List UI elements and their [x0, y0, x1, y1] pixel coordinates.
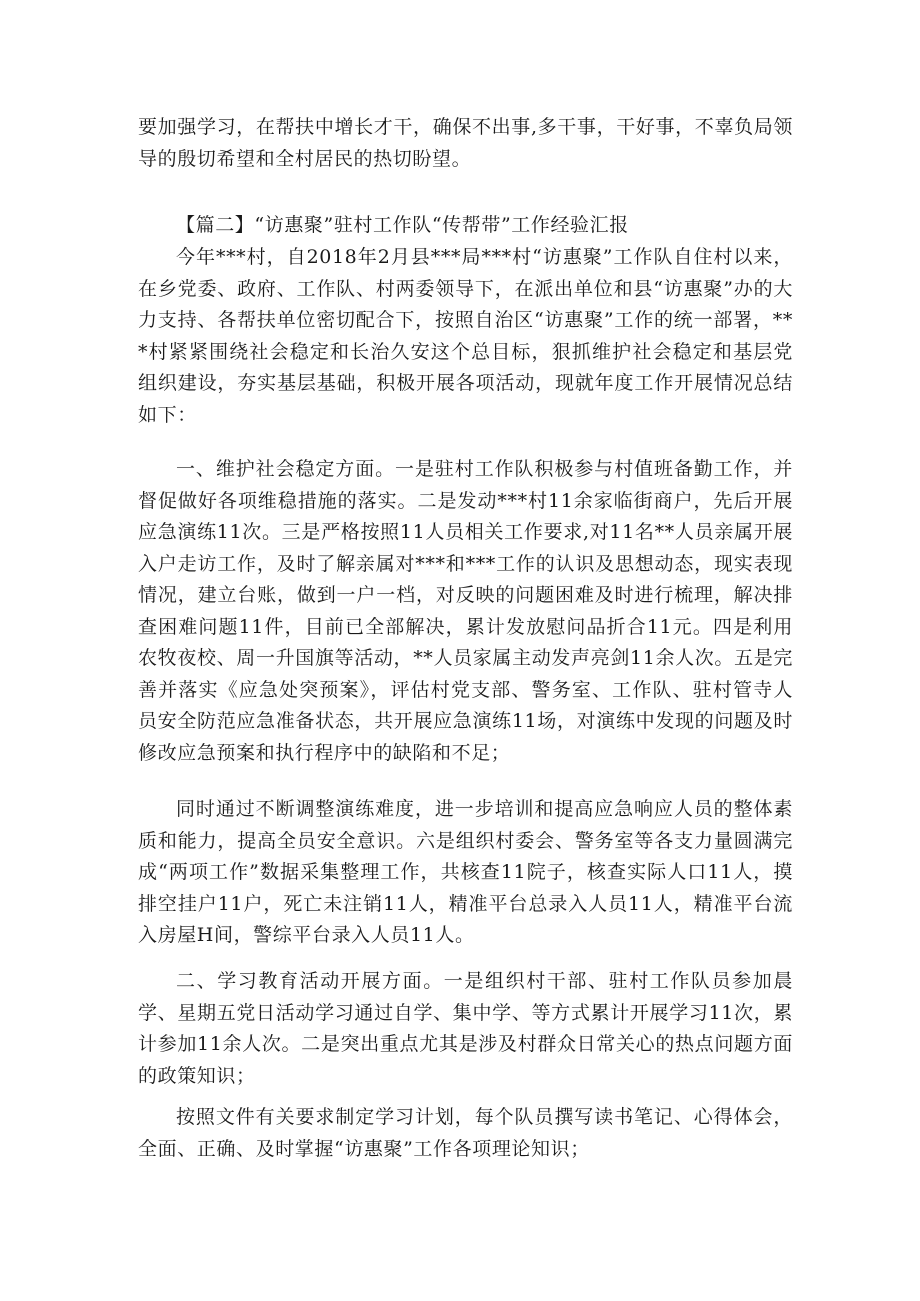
paragraph-plan: 按照文件有关要求制定学习计划，每个队员撰写读书笔记、心得体会，全面、正确、及时掌握“访惠聚”工作各项理论知识；: [138, 1106, 793, 1160]
paragraph-intro: 今年***村，自2018年2月县***局***村“访惠聚”工作队自住村以来，在乡党委、政府、工作队、村两委领导下，在派出单位和县“访惠聚”办的大力支持、各帮扶单位密切配合下，按照自治区“访惠聚”工作的统一部署，***村紧紧围绕社会稳定和长治久安这个总目标，狠抓维护社会稳定和基层党组织建设，夯实基层基础，积极开展各项活动，现就年度工作开展情况总结如下：: [138, 246, 793, 426]
paragraph-study: 二、学习教育活动开展方面。一是组织村干部、驻村工作队员参加晨学、星期五党日活动学习通过自学、集中学、等方式累计开展学习11次，累计参加11余人次。二是突出重点尤其是涉及村群众日常关心的热点问题方面的政策知识；: [138, 970, 793, 1087]
paragraph-continuation: 要加强学习，在帮扶中增长才干，确保不出事,多干事，干好事，不辜负局领导的殷切希望和全村居民的热切盼望。: [138, 116, 793, 170]
section-heading: 【篇二】“访惠聚”驻村工作队“传帮带”工作经验汇报: [176, 214, 629, 236]
paragraph-drills: 同时通过不断调整演练难度，进一步培训和提高应急响应人员的整体素质和能力，提高全员安全意识。六是组织村委会、警务室等各支力量圆满完成“两项工作”数据采集整理工作，共核查11院子，核查实际人口11人，摸排空挂户11户，死亡未注销11人，精准平台总录入人员11人，精准平台流入房屋H间，警综平台录入人员11人。: [138, 798, 793, 946]
paragraph-stability: 一、维护社会稳定方面。一是驻村工作队积极参与村值班备勤工作，并督促做好各项维稳措施的落实。二是发动***村11余家临街商户，先后开展应急演练11次。三是严格按照11人员相关工作要求,对11名**人员亲属开展入户走访工作，及时了解亲属对***和***工作的认识及思想动态，现实表现情况，建立台账，做到一户一档，对反映的问题困难及时进行梳理，解决排查困难问题11件，目前已全部解决，累计发放慰问品折合11元。四是利用农牧夜校、周一升国旗等活动，**人员家属主动发声亮剑11余人次。五是完善并落实《应急处突预案》，评估村党支部、警务室、工作队、驻村管寺人员安全防范应急准备状态，共开展应急演练11场，对演练中发现的问题及时修改应急预案和执行程序中的缺陷和不足；: [138, 458, 793, 764]
